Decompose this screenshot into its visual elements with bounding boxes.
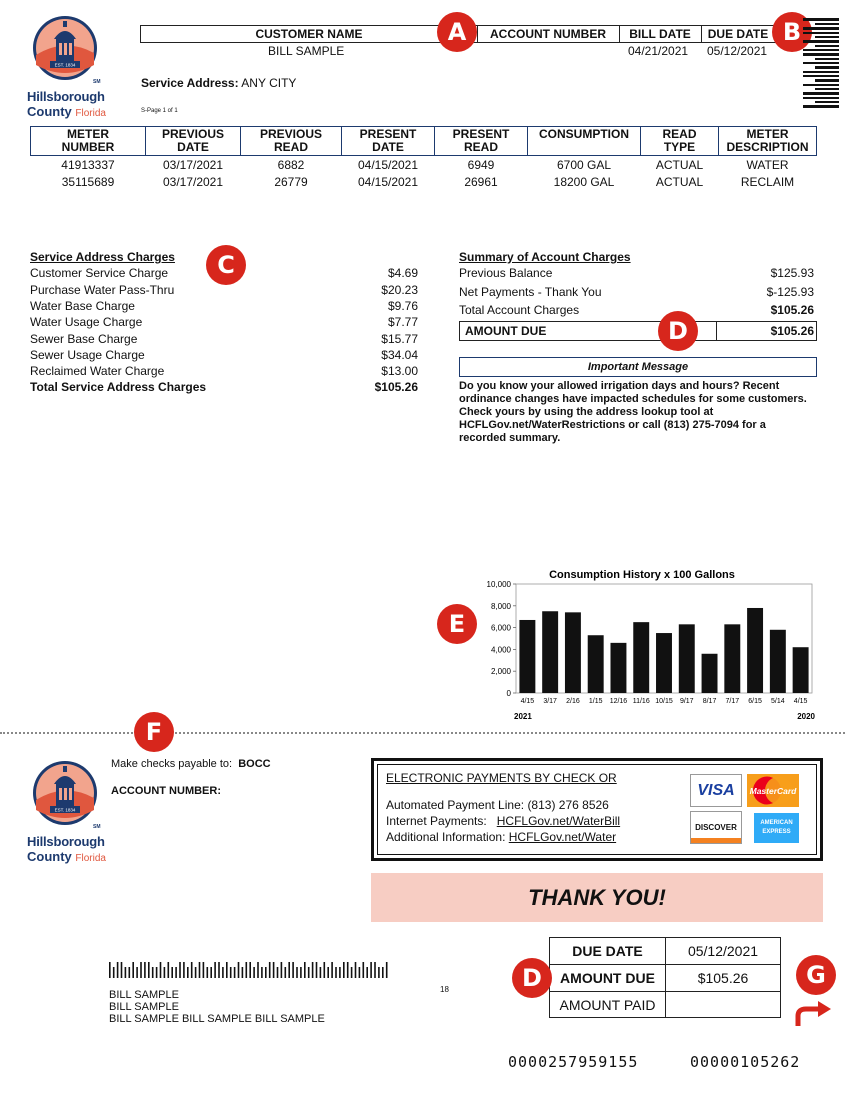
barcode-bar — [156, 967, 158, 978]
barcode-bar — [109, 962, 111, 978]
barcode-bar — [234, 967, 236, 978]
payable-to-label: Make checks payable to: — [111, 758, 233, 770]
y-tick-label: 10,000 — [486, 580, 511, 589]
barcode-bar — [210, 967, 212, 978]
barcode-bar — [191, 962, 193, 978]
charge-total-amount: $105.26 — [374, 380, 418, 394]
logo-sm: SM — [93, 79, 101, 85]
charge-amount: $7.77 — [387, 315, 418, 329]
chart-title: Consumption History x 100 Gallons — [549, 569, 735, 581]
bar — [679, 624, 695, 693]
charge-label: Water Usage Charge — [30, 315, 143, 329]
service-address-value: ANY CITY — [241, 76, 297, 90]
barcode-bar — [316, 962, 318, 978]
stub-due-date-label: DUE DATE — [550, 938, 666, 964]
epay-line-label: Additional Information: — [386, 830, 506, 844]
due-date-value: 05/12/2021 — [707, 44, 768, 58]
mastercard-text: MasterCard — [749, 786, 797, 796]
barcode-bar — [164, 967, 166, 978]
service-charges-title: Service Address Charges — [30, 250, 175, 264]
barcode-bar — [320, 967, 322, 978]
logo-name-line1: Hillsborough — [27, 89, 105, 104]
bill-date-value: 04/21/2021 — [628, 44, 689, 58]
barcode-bar — [246, 962, 248, 978]
barcode-bar — [359, 967, 361, 978]
bar — [747, 608, 763, 693]
charge-total-label: Total Service Address Charges — [30, 380, 207, 394]
epay-line-label: Internet Payments: — [386, 814, 487, 828]
previous-read: 6882 — [277, 158, 305, 172]
county-seal-icon — [32, 15, 98, 81]
account-number-label: ACCOUNT NUMBER — [490, 27, 606, 41]
marker-e: E — [437, 604, 477, 644]
x-tick-label: 10/15 — [655, 698, 673, 705]
amex-icon: AMERICAN EXPRESS — [754, 813, 799, 843]
seal-est-text: EST. 1834 — [54, 807, 76, 813]
charge-label: Water Base Charge — [30, 299, 135, 313]
payable-to-value: BOCC — [238, 758, 271, 770]
bill-date-label: BILL DATE — [629, 27, 691, 41]
barcode-bar — [168, 962, 170, 978]
important-message-title: Important Message — [459, 357, 817, 377]
barcode-bar — [347, 962, 349, 978]
address-line: BILL SAMPLE — [109, 989, 179, 1001]
summary-title: Summary of Account Charges — [459, 250, 631, 264]
bar — [656, 633, 672, 693]
charge-amount: $4.69 — [387, 266, 418, 280]
epay-line — [386, 814, 620, 828]
bar — [519, 620, 535, 693]
barcode-bar — [292, 962, 294, 978]
visa-icon: VISA — [690, 774, 742, 807]
message-line: HCFLGov.net/WaterRestrictions or call (813) 275-7094 for a — [459, 419, 766, 431]
consumption: 18200 GAL — [553, 175, 615, 189]
summary-amount: $-125.93 — [766, 285, 814, 299]
barcode-bar — [195, 967, 197, 978]
stub-amount-paid-row — [550, 992, 780, 1019]
charge-label: Sewer Base Charge — [30, 332, 138, 346]
read-type: ACTUAL — [655, 158, 704, 172]
charge-row — [30, 266, 418, 280]
discover-icon — [690, 811, 742, 844]
important-message-body — [459, 380, 817, 445]
barcode-bar — [129, 967, 131, 978]
summary-total-row — [459, 303, 814, 317]
service-address-label: Service Address: — [141, 76, 239, 90]
col-read-type: READ TYPE — [641, 127, 719, 156]
col-previous-read: PREVIOUS READ — [241, 127, 342, 156]
y-tick-label: 2,000 — [490, 667, 511, 677]
meter-description: WATER — [746, 158, 789, 172]
barcode-bar — [257, 962, 259, 978]
due-date-label: DUE DATE — [707, 27, 769, 41]
barcode-icon — [803, 18, 839, 111]
barcode-bar — [218, 962, 220, 978]
mastercard-icon — [747, 774, 799, 807]
barcode-bar — [160, 962, 162, 978]
previous-date: 03/17/2021 — [162, 158, 224, 172]
previous-date: 03/17/2021 — [162, 175, 224, 189]
barcode-bar — [207, 967, 209, 978]
seal-est-text: EST. 1834 — [54, 62, 76, 68]
barcode-bar — [136, 967, 138, 978]
address-line: BILL SAMPLE — [109, 1001, 179, 1013]
barcode-bar — [331, 962, 333, 978]
bar — [770, 630, 786, 693]
present-read: 6949 — [467, 158, 495, 172]
marker-d: D — [658, 311, 698, 351]
charge-label: Sewer Usage Charge — [30, 348, 145, 362]
discover-text: DISCOVER — [695, 823, 737, 832]
barcode-bar — [222, 967, 224, 978]
amount-due-divider — [716, 322, 717, 340]
barcode-bar — [296, 967, 298, 978]
read-type: ACTUAL — [655, 175, 704, 189]
x-tick-label: 3/17 — [543, 698, 557, 705]
page-indicator: S-Page 1 of 1 — [141, 108, 178, 114]
barcode-bar — [374, 962, 376, 978]
barcode-bar — [183, 962, 185, 978]
x-tick-label: 2/16 — [566, 698, 580, 705]
bar — [633, 622, 649, 693]
stub-due-date-row — [550, 938, 780, 965]
x-tick-label: 7/17 — [725, 698, 740, 705]
barcode-bar — [121, 962, 123, 978]
barcode-bar — [238, 962, 240, 978]
barcode-bar — [335, 967, 337, 978]
barcode-bar — [179, 962, 181, 978]
bar — [565, 612, 581, 693]
x-tick-label: 4/15 — [520, 698, 535, 705]
small-code: 18 — [440, 985, 449, 994]
consumption-chart — [470, 566, 820, 726]
charge-row — [30, 315, 418, 329]
barcode-bar — [175, 967, 177, 978]
barcode-bar — [355, 962, 357, 978]
epay-link[interactable]: HCFLGov.net/Water — [508, 830, 617, 844]
epay-phone[interactable]: (813) 276 8526 — [527, 798, 609, 812]
logo-name-line2 — [27, 849, 106, 864]
charge-amount: $34.04 — [381, 348, 418, 362]
mailing-address — [109, 989, 325, 1025]
x-tick-label: 6/15 — [748, 698, 762, 705]
charge-amount: $20.23 — [381, 283, 418, 297]
logo-name-line1: Hillsborough — [27, 834, 105, 849]
barcode-bar — [171, 967, 173, 978]
barcode-bar — [214, 962, 216, 978]
barcode-bar — [199, 962, 201, 978]
barcode-bar — [343, 962, 345, 978]
stub-amount-due-row — [550, 965, 780, 992]
charge-amount: $13.00 — [381, 364, 418, 378]
col-consumption: CONSUMPTION — [528, 127, 641, 156]
consumption: 6700 GAL — [556, 158, 612, 172]
electronic-payments-inner — [377, 764, 817, 855]
charge-label: Customer Service Charge — [30, 266, 169, 280]
barcode-bar — [249, 962, 251, 978]
bar — [610, 643, 626, 693]
y-tick-label: 0 — [506, 689, 511, 698]
table-row — [31, 173, 817, 190]
logo-state: Florida — [75, 108, 106, 119]
postal-barcode-icon — [109, 962, 391, 978]
present-date: 04/15/2021 — [357, 175, 419, 189]
x-tick-label: 12/16 — [609, 698, 628, 705]
marker-a: A — [437, 12, 477, 52]
barcode-bar — [327, 967, 329, 978]
charge-total-row — [30, 380, 418, 394]
meter-number: 35115689 — [61, 175, 115, 189]
payable-to — [111, 758, 271, 770]
logo-name-line2 — [27, 104, 106, 119]
barcode-bar — [285, 967, 287, 978]
marker-g: G — [796, 955, 836, 995]
summary-label: Previous Balance — [459, 266, 553, 280]
meter-number: 41913337 — [61, 158, 115, 172]
summary-label: Net Payments - Thank You — [459, 285, 602, 299]
barcode-bar — [273, 962, 275, 978]
year-right-label: 2020 — [797, 712, 815, 721]
barcode-bar — [226, 962, 228, 978]
barcode-bar — [140, 962, 142, 978]
amount-due-box — [459, 321, 817, 341]
year-left-label: 2021 — [514, 712, 532, 721]
logo-county: County — [27, 104, 72, 119]
service-address — [141, 76, 296, 90]
electronic-payments-box — [371, 758, 823, 861]
x-tick-label: 4/15 — [793, 698, 808, 705]
barcode-bar — [117, 962, 119, 978]
epay-link[interactable]: HCFLGov.net/WaterBill — [496, 814, 621, 828]
summary-row — [459, 266, 814, 280]
stub-account-label: ACCOUNT NUMBER: — [111, 785, 221, 797]
meter-description: RECLAIM — [740, 175, 795, 189]
epay-line — [386, 798, 609, 812]
bar — [702, 654, 718, 693]
barcode-bar — [339, 967, 341, 978]
barcode-bar — [253, 967, 255, 978]
customer-name-value: BILL SAMPLE — [268, 44, 345, 58]
bar — [793, 647, 809, 693]
y-tick-label: 4,000 — [490, 645, 511, 655]
barcode-bar — [230, 967, 232, 978]
col-previous-date: PREVIOUS DATE — [146, 127, 241, 156]
previous-read: 26779 — [274, 175, 308, 189]
barcode-bar — [378, 967, 380, 978]
address-line: BILL SAMPLE BILL SAMPLE BILL SAMPLE — [109, 1013, 325, 1025]
barcode-bar — [288, 962, 290, 978]
barcode-bar — [187, 967, 189, 978]
barcode-bar — [366, 967, 368, 978]
barcode-bar — [386, 962, 388, 978]
barcode-bar — [132, 962, 134, 978]
charge-row — [30, 364, 418, 378]
charge-amount: $15.77 — [381, 332, 418, 346]
x-tick-label: 5/14 — [771, 698, 785, 705]
charge-row — [30, 283, 418, 297]
bar — [588, 635, 604, 693]
micr-amount: 00000105262 — [690, 1053, 801, 1071]
return-arrow-icon — [792, 1000, 834, 1028]
amount-due-value: $105.26 — [770, 324, 814, 338]
message-line: ordinance changes have impacted schedules for some customers. — [459, 393, 807, 405]
county-seal-icon — [32, 760, 98, 826]
epay-line — [386, 830, 616, 844]
col-present-read: PRESENT READ — [435, 127, 528, 156]
stub-amount-due-value: $105.26 — [697, 970, 749, 986]
charge-label: Purchase Water Pass-Thru — [30, 283, 175, 297]
barcode-bar — [312, 962, 314, 978]
present-date: 04/15/2021 — [357, 158, 419, 172]
barcode-bar — [281, 962, 283, 978]
col-meter-description: METER DESCRIPTION — [719, 127, 817, 156]
logo-sm: SM — [93, 824, 101, 830]
message-line: Do you know your allowed irrigation days and hours? Recent — [459, 380, 780, 392]
charge-label: Reclaimed Water Charge — [30, 364, 165, 378]
stub-due-box — [549, 937, 781, 1018]
barcode-bar — [144, 962, 146, 978]
x-tick-label: 9/17 — [679, 698, 694, 705]
barcode-bar — [125, 967, 127, 978]
charge-row — [30, 299, 418, 313]
barcode-bar — [269, 962, 271, 978]
barcode-bar — [363, 962, 365, 978]
table-row — [31, 156, 817, 174]
barcode-bar — [308, 967, 310, 978]
summary-amount: $125.93 — [770, 266, 814, 280]
discover-stripe — [691, 838, 741, 843]
barcode-bar — [113, 967, 115, 978]
charge-amount: $9.76 — [387, 299, 418, 313]
micr-account: 0000257959155 — [508, 1053, 639, 1071]
x-tick-label: 8/17 — [702, 698, 717, 705]
summary-total-amount: $105.26 — [770, 303, 814, 317]
charge-row — [30, 332, 418, 346]
x-tick-label: 1/15 — [588, 698, 603, 705]
epay-title: ELECTRONIC PAYMENTS BY CHECK OR — [386, 771, 617, 785]
bar — [542, 611, 558, 693]
barcode-bar — [324, 962, 326, 978]
marker-b: B — [772, 12, 812, 52]
stub-amount-due-label: AMOUNT DUE — [550, 965, 666, 991]
barcode-bar — [203, 962, 205, 978]
barcode-bar — [300, 967, 302, 978]
col-meter-number: METER NUMBER — [31, 127, 146, 156]
barcode-bar — [152, 967, 154, 978]
barcode-bar — [370, 962, 372, 978]
stub-amount-paid-label: AMOUNT PAID — [550, 992, 666, 1018]
barcode-bar — [261, 967, 263, 978]
barcode-bar — [382, 967, 384, 978]
meter-table — [30, 126, 817, 190]
barcode-bar — [265, 967, 267, 978]
logo-county: County — [27, 849, 72, 864]
epay-line-label: Automated Payment Line: — [386, 798, 525, 812]
barcode-bar — [304, 962, 306, 978]
stub-due-date-value: 05/12/2021 — [687, 943, 759, 959]
amount-paid-field[interactable] — [666, 992, 780, 1018]
marker-d: D — [512, 958, 552, 998]
x-tick-label: 11/16 — [632, 698, 650, 705]
tear-line — [0, 732, 845, 734]
marker-f: F — [134, 712, 174, 752]
col-present-date: PRESENT DATE — [342, 127, 435, 156]
customer-name-label: CUSTOMER NAME — [255, 27, 363, 41]
thank-you-banner: THANK YOU! — [371, 873, 823, 922]
barcode-bar — [242, 967, 244, 978]
barcode-bar — [277, 967, 279, 978]
y-tick-label: 8,000 — [490, 601, 511, 611]
y-tick-label: 6,000 — [490, 623, 511, 633]
bar — [724, 624, 740, 693]
message-line: recorded summary. — [459, 432, 561, 444]
charge-row — [30, 348, 418, 362]
barcode-bar — [351, 967, 353, 978]
summary-row — [459, 285, 814, 299]
logo-state: Florida — [75, 853, 106, 864]
barcode-bar — [148, 962, 150, 978]
marker-c: C — [206, 245, 246, 285]
summary-total-label: Total Account Charges — [459, 303, 580, 317]
meter-table-header — [31, 127, 817, 156]
present-read: 26961 — [464, 175, 498, 189]
message-line: Check yours by using the address lookup tool at — [459, 406, 714, 418]
amount-due-label: AMOUNT DUE — [465, 324, 547, 338]
